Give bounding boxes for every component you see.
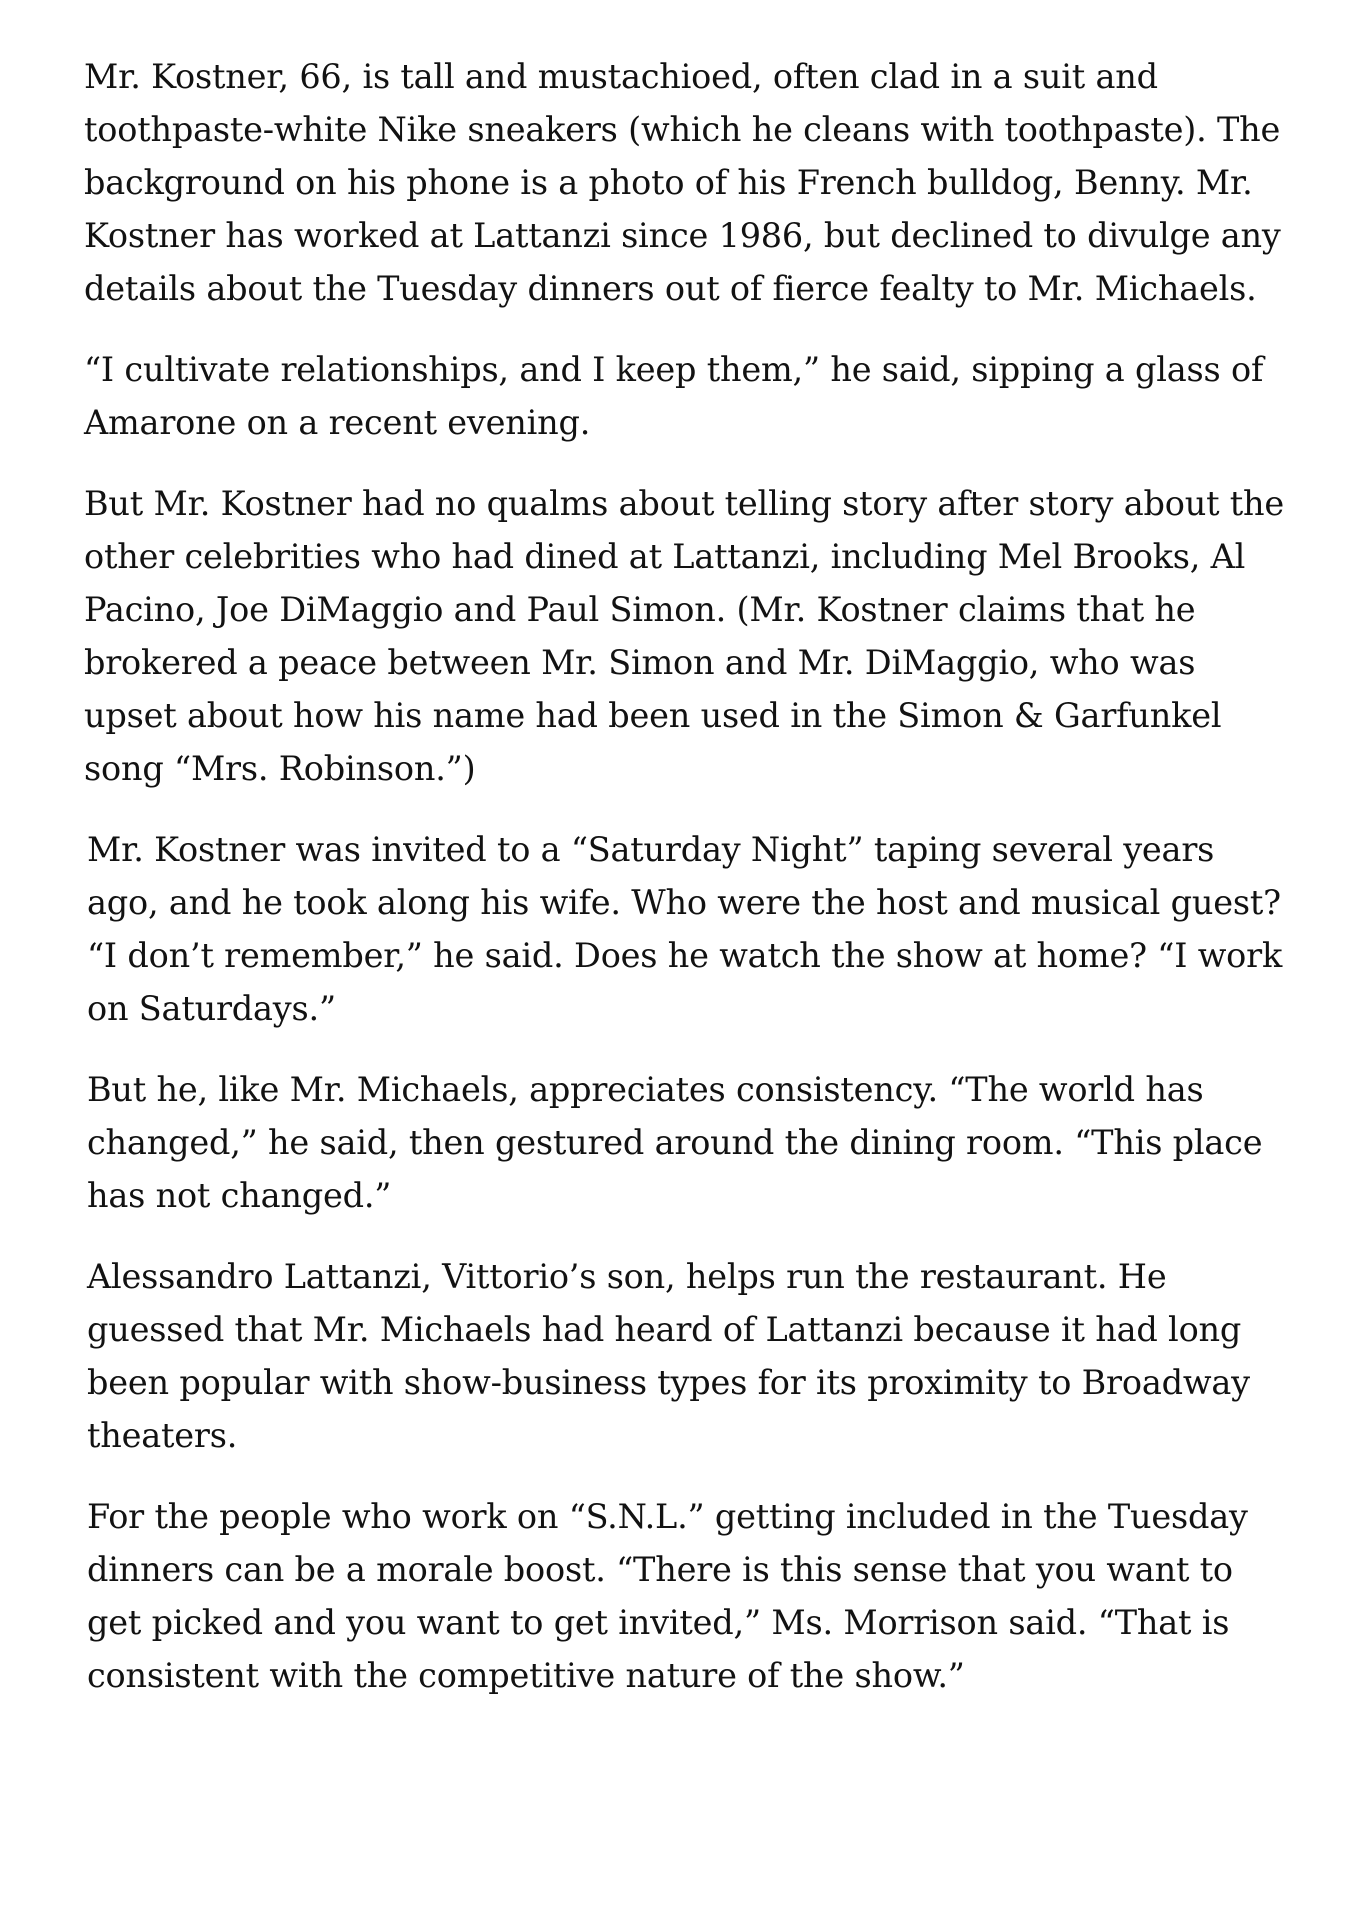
article-body <box>84 50 1294 1730</box>
article-paragraph: But Mr. Kostner had no qualms about telling story after story about the other celebrities who had dined at Lattanzi, including Mel Brooks, Al Pacino, Joe DiMaggio and Paul Simon. (Mr. Kostner claims that he brokered a peace between Mr. Simon and Mr. DiMaggio, who was upset about how his name had been used in the Simon & Garfunkel song “Mrs. Robinson.”) <box>84 484 1285 788</box>
article-paragraph: Mr. Kostner was invited to a “Saturday Night” taping several years ago, and he took along his wife. Who were the host and musical guest? “I don’t remember,” he said. Does he watch the show at home? “I work on Saturdays.” <box>87 830 1283 1028</box>
article-paragraph: “I cultivate relationships, and I keep them,” he said, sipping a glass of Amarone on a recent evening. <box>84 350 1264 442</box>
article-paragraph: For the people who work on “S.N.L.” getting included in the Tuesday dinners can be a morale boost. “There is this sense that you want to get picked and you want to get invited,” Ms. Morrison said. “That is consistent with the competitive nature of the show.” <box>87 1497 1248 1695</box>
article-paragraph: Mr. Kostner, 66, is tall and mustachioed, often clad in a suit and toothpaste-white Nike sneakers (which he cleans with toothpaste). The background on his phone is a photo of his French bulldog, Benny. Mr. Kostner has worked at Lattanzi since 1986, but declined to divulge any details about the Tuesday dinners out of fierce fealty to Mr. Michaels. <box>84 57 1281 308</box>
article-paragraph: Alessandro Lattanzi, Vittorio’s son, helps run the restaurant. He guessed that Mr. Michaels had heard of Lattanzi because it had long been popular with show-business types for its proximity to Broadway theaters. <box>87 1257 1250 1455</box>
article-paragraph: But he, like Mr. Michaels, appreciates consistency. “The world has changed,” he said, then gestured around the dining room. “This place has not changed.” <box>87 1070 1263 1215</box>
